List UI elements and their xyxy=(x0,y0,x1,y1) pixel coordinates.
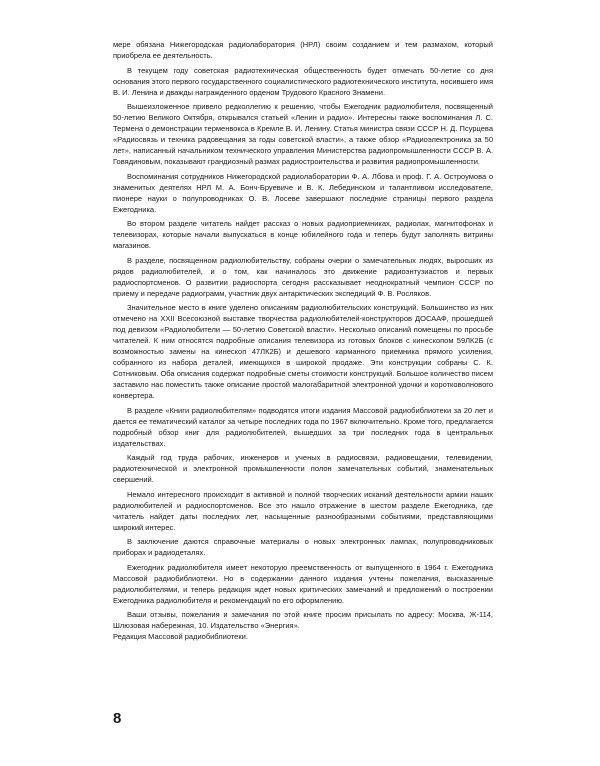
paragraph-13: Ваши отзывы, пожелания и замечания по этой книге просим присылать по адресу: Москва, Ж-114, Шлюзовая набережная, 10. Издательство «Энергия». xyxy=(113,610,493,630)
paragraph-12: Ежегодник радиолюбителя имеет некоторую преемственность от выпущенного в 1964 г. Ежегодника Массовой радиобиблиотеки. Но в содержании данного издания учтены пожелания, высказанные радиолюбителями, и теперь редакция ждет новых критических замечаний и предложений о построении Ежегодника радиолюбителя и рекомендаций по его оформлению. xyxy=(113,562,493,605)
paragraph-2: В текущем году советская радиотехническая общественность будет отмечать 50-летие со дня основания этого первого государственного социалистического радиотехнического института, носившего имя В. И. Ленина и дважды награжденного орденом Трудового Красного Знамени. xyxy=(113,65,493,97)
paragraph-11: В заключение даются справочные материалы о новых электронных лампах, полупроводниковых приборах и радиодеталях. xyxy=(113,537,493,557)
paragraph-6: В разделе, посвященном радиолюбительству, собраны очерки о замечательных людях, выросших из рядов радиолюбителей, и о том, как начиналось это движение радиоэнтузиастов и первых радиоспортсменов. О развитии радиоспорта сегодня рассказывает неоднократный чемпион СССР по приему и передаче радиограмм, участник двух антарктических экспедиций Ф. В. Росляков. xyxy=(113,255,493,298)
paragraph-10: Немало интересного происходит в активной и полной творческих исканий деятельности армии наших радиолюбителей и радиоспортсменов. Все это нашло отражение в шестом разделе Ежегодника, где читатель найдет даты последних лет, насыщенные разнообразными событиями, представляющими широкий интерес. xyxy=(113,489,493,532)
paragraph-5: Во втором разделе читатель найдет рассказ о новых радиоприемниках, радиолах, магнитофонах и телевизорах, которые начали выпускаться в конце юбилейного года и теперь будут заполнять витрины магазинов. xyxy=(113,219,493,250)
page-number: 8 xyxy=(113,710,122,727)
paragraph-1: мере обязана Нижегородская радиолаборатория (НРЛ) своим созданием и тем размахом, который приобрела ее деятельность. xyxy=(113,40,493,60)
paragraph-4: Воспоминания сотрудников Нижегородской радиолаборатории Ф. А. Лбова и проф. Г. А. Остроумова о знаменитых деятелях НРЛ М. А. Бонч-Бруевиче и В. К. Лебединском и талантливом исследователе, пионере науки о полупроводниках О. В. Лосеве завершают последние страницы первого раздела Ежегодника. xyxy=(113,171,493,214)
paragraph-7: Значительное место в книге уделено описаниям радиолюбительских конструкций. Большинство из них отмечено на XXII Всесоюзной выставке творчества радиолюбителей-конструкторов ДОСААФ, прошедшей под девизом «Радиолюбители — 50-летию Советской власти». Несколько описаний помещены по просьбе читателей. К ним относятся подробные описания телевизора из готовых блоков с кинескопом 59ЛК2Б (с возможностью замены на кинескоп 47ЛК2Б) и дешевого карманного приемника прямого усиления, собранного из набора деталей, имеющихся в широкой продаже. Эти конструкции собраны С. К. Сотниковым. Оба описания содержат подробные сметы стоимости конструкций. Большое количество писем заставило нас поместить также описание простой малогабаритной электронной удочки и коротковолнового конвертера. xyxy=(113,303,493,400)
paragraph-9: Каждый год труда рабочих, инженеров и ученых в радиосвязи, радиовещании, телевидении, радиотехнической и электронной промышленности полон замечательных событий, знаменательных свершений. xyxy=(113,453,493,484)
body-text xyxy=(113,39,493,646)
signature: Редакция Массовой радиобиблиотеки. xyxy=(113,632,248,641)
paragraph-8: В разделе «Книги радиолюбителям» подводятся итоги издания Массовой радиобиблиотеки за 20 лет и дается ее тематический каталог за четыре последних года по 1967 включительно. Кроме того, предлагается подробный обзор книг для радиолюбителей, вышедших за три последних года в центральных издательствах. xyxy=(113,405,493,448)
paragraph-3: Вышеизложенное привело редколлегию к решению, чтобы Ежегодник радиолюбителя, посвященный 50-летию Великого Октября, открывался статьей «Ленин и радио». Интересны также воспоминания Л. С. Термена о демонстрации терменвокса в Кремле В. И. Ленину. Статья министра связи СССР Н. Д. Псурцева «Радиосвязь и техника радовещания за годы советской власти», а также обзор «Радиоэлектроника за 50 лет», написанный начальником технического управления Министерства радиопромышленности СССР В. А. Говядиновым, показывают грандиозный размах радиостроительства и развития радиопромышленности. xyxy=(113,102,493,166)
